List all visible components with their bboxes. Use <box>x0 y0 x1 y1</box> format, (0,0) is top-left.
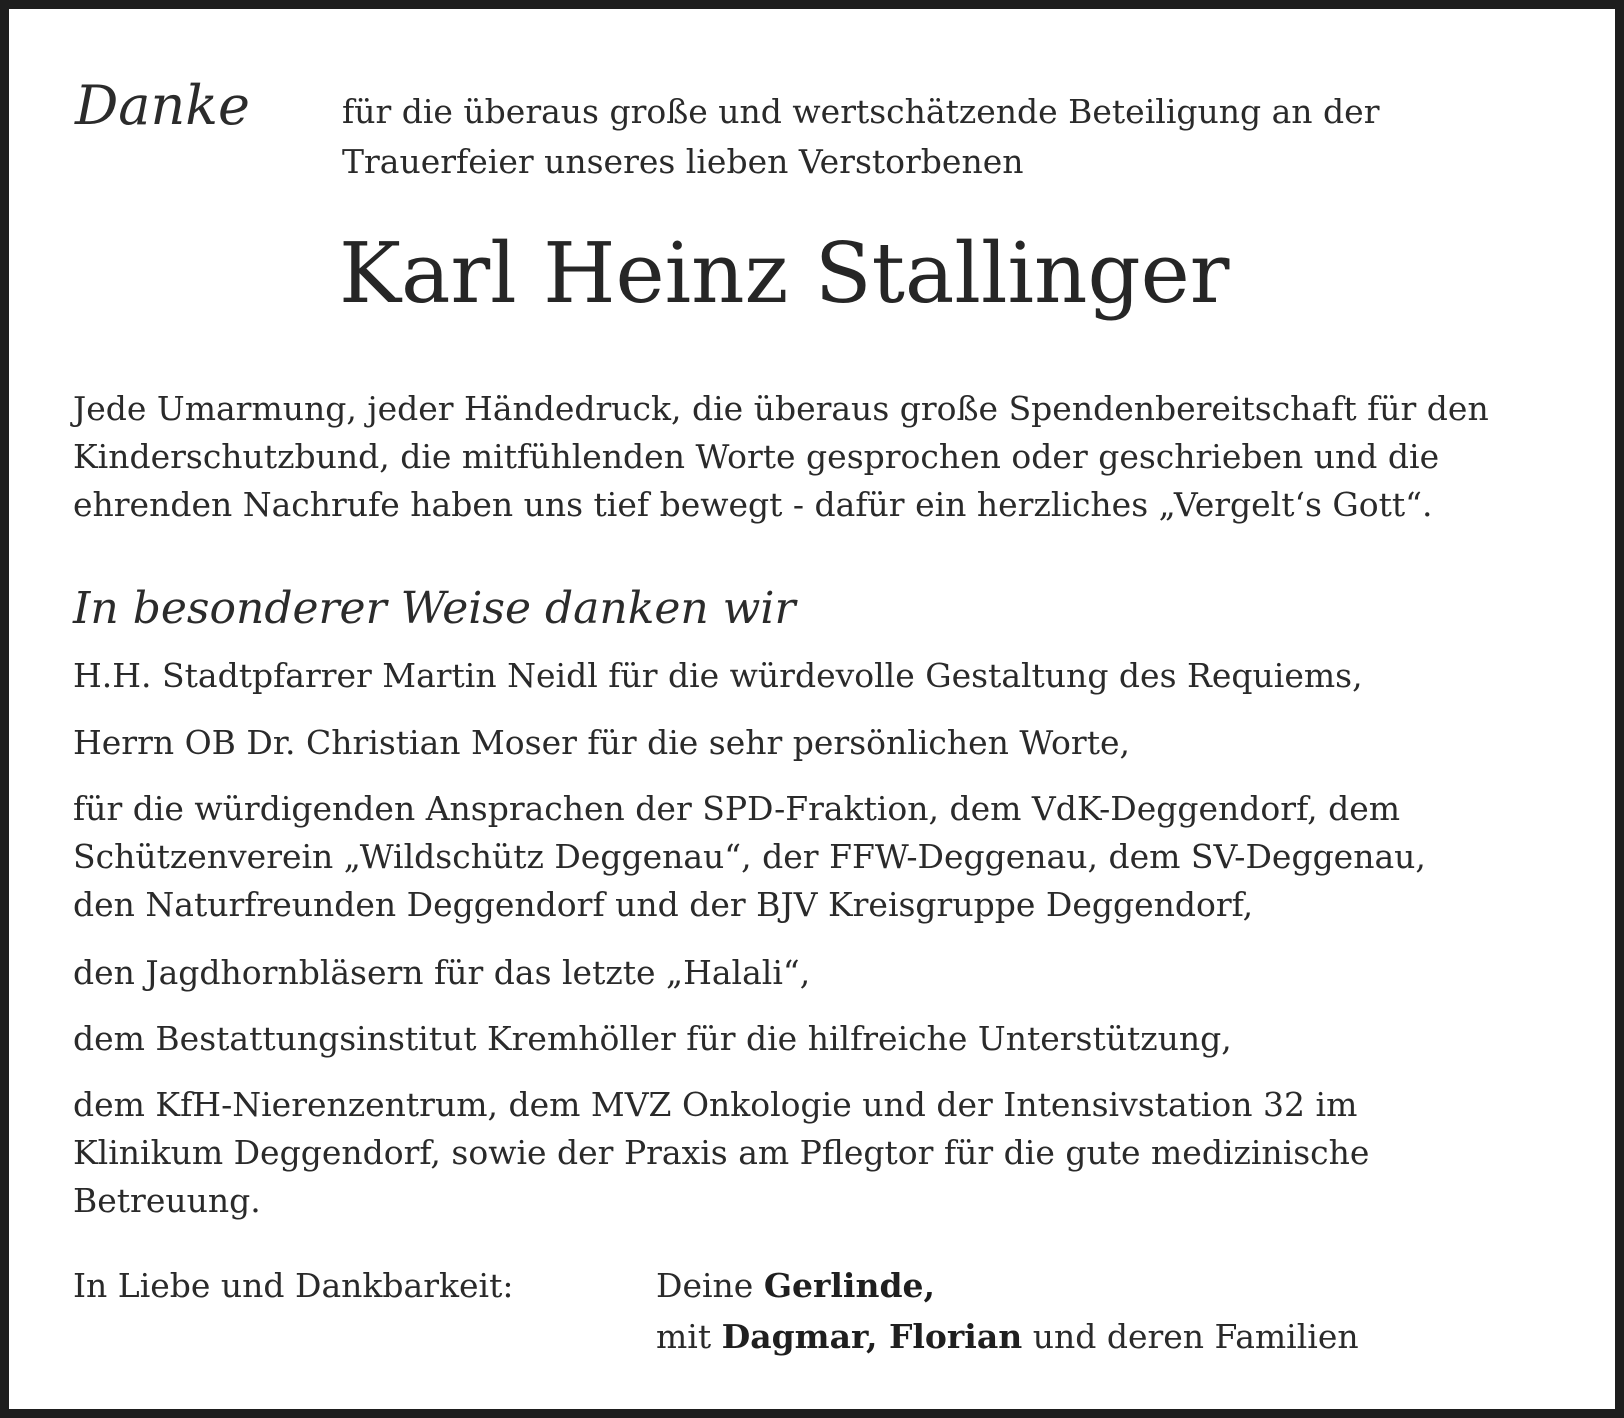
thanks-line: den Jagdhornbläsern für das letzte „Halali“, <box>73 953 811 992</box>
signature-prefix: mit <box>656 1317 712 1356</box>
thanks-line: für die würdigenden Ansprachen der SPD-Fraktion, dem VdK-Deggendorf, dem <box>73 789 1401 828</box>
intro-line: Trauerfeier unseres lieben Verstorbenen <box>342 142 1024 181</box>
danke-heading: Danke <box>75 74 250 137</box>
intro-text <box>342 87 1379 187</box>
paragraph-line: Jede Umarmung, jeder Händedruck, die überaus große Spendenbereitschaft für den <box>73 389 1489 428</box>
signature-name: Gerlinde, <box>763 1266 936 1305</box>
thanks-item <box>73 1015 1232 1063</box>
special-thanks-heading: In besonderer Weise danken wir <box>73 583 796 634</box>
deceased-name: Karl Heinz Stallinger <box>339 225 1230 322</box>
signature-suffix: und deren Familien <box>1032 1317 1359 1356</box>
thanks-line: dem KfH-Nierenzentrum, dem MVZ Onkologie und der Intensivstation 32 im <box>73 1085 1358 1124</box>
paragraph-line: Kinderschutzbund, die mitfühlenden Worte gesprochen oder geschrieben und die <box>73 437 1440 476</box>
thanks-line: Betreuung. <box>73 1181 261 1220</box>
thanks-line: H.H. Stadtpfarrer Martin Neidl für die würdevolle Gestaltung des Requiems, <box>73 656 1363 695</box>
thanks-item <box>73 719 1130 767</box>
signature-prefix: Deine <box>656 1266 754 1305</box>
thanks-line: Klinikum Deggendorf, sowie der Praxis am Pflegtor für die gute medizinische <box>73 1133 1370 1172</box>
signature-line-2 <box>656 1312 1359 1362</box>
thanks-item <box>73 652 1363 700</box>
thanks-line: Herrn OB Dr. Christian Moser für die sehr persönlichen Worte, <box>73 723 1130 762</box>
thanks-line: Schützenverein „Wildschütz Deggenau“, der FFW-Deggenau, dem SV-Deggenau, <box>73 837 1426 876</box>
signature-names: Dagmar, Florian <box>721 1317 1023 1356</box>
thanks-item <box>73 949 810 997</box>
paragraph-line: ehrenden Nachrufe haben uns tief bewegt - dafür ein herzliches „Vergelt‘s Gott“. <box>73 485 1433 524</box>
thanks-item <box>73 1081 1369 1225</box>
closing-label: In Liebe und Dankbarkeit: <box>73 1266 514 1305</box>
signature-line-1 <box>656 1261 935 1311</box>
thanks-item <box>73 785 1426 929</box>
thanks-line: den Naturfreunden Deggendorf und der BJV Kreisgruppe Deggendorf, <box>73 885 1254 924</box>
intro-line: für die überaus große und wertschätzende Beteiligung an der <box>342 92 1380 131</box>
gratitude-paragraph <box>73 385 1489 529</box>
thanks-line: dem Bestattungsinstitut Kremhöller für die hilfreiche Unterstützung, <box>73 1019 1232 1058</box>
